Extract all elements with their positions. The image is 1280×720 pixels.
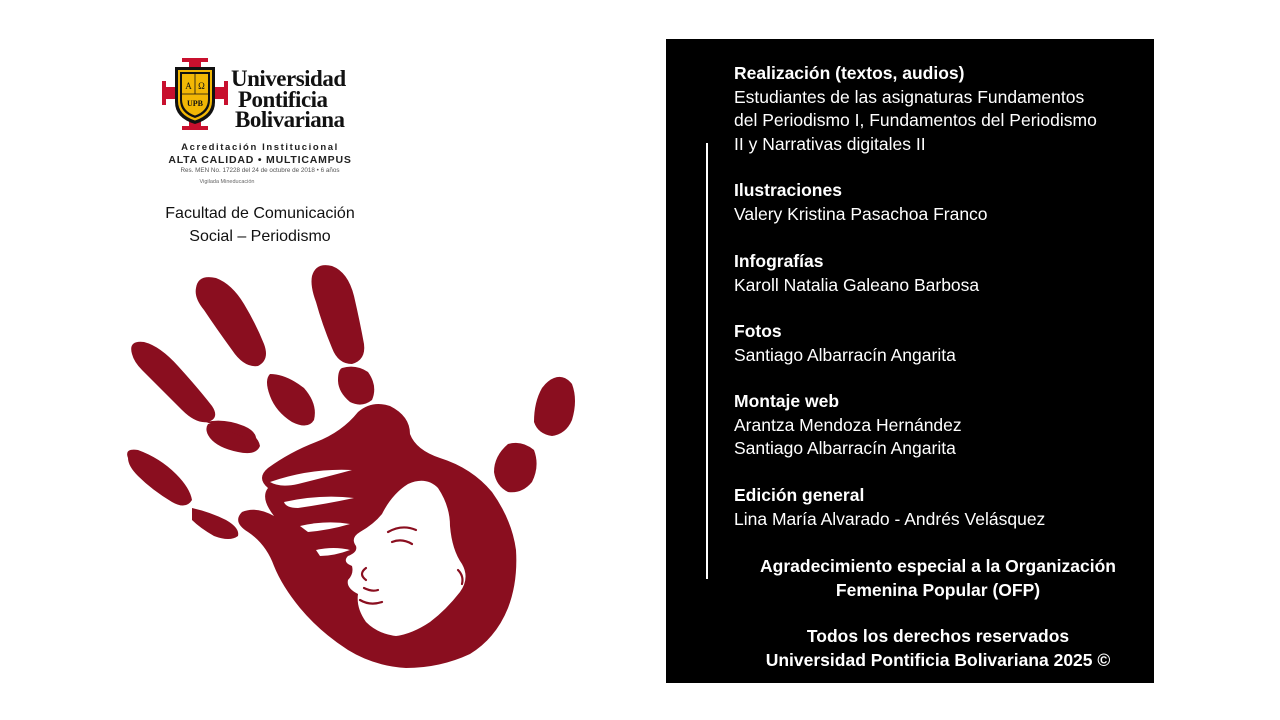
university-crest-icon xyxy=(162,58,228,130)
credit-heading: Edición general xyxy=(734,485,865,505)
credit-line: Arantza Mendoza Hernández xyxy=(734,414,962,435)
credit-montaje-web xyxy=(734,390,1146,461)
credit-infografias xyxy=(734,250,1146,297)
credit-line: Valery Kristina Pasachoa Franco xyxy=(734,203,988,224)
credit-line: II y Narrativas digitales II xyxy=(734,133,926,154)
credit-heading: Infografías xyxy=(734,251,824,271)
acknowledgement xyxy=(706,555,1170,602)
credit-line: Lina María Alvarado - Andrés Velásquez xyxy=(734,508,1046,529)
credit-heading: Ilustraciones xyxy=(734,180,842,200)
credit-heading: Realización (textos, audios) xyxy=(734,63,965,83)
credit-heading: Fotos xyxy=(734,321,782,341)
faculty-line-1: Facultad de Comunicación xyxy=(165,205,355,222)
resolution-label: Res. MEN No. 17228 del 24 de octubre de 2018 • 6 años xyxy=(180,167,340,174)
crest-alpha: A xyxy=(185,81,192,91)
credit-ilustraciones xyxy=(734,179,1146,226)
copyright-line-1: Todos los derechos reservados xyxy=(806,626,1070,646)
faculty-line-2: Social – Periodismo xyxy=(189,228,331,245)
university-name-line-2: Pontificia xyxy=(238,87,328,112)
credit-edicion-general xyxy=(734,484,1146,531)
copyright-notice xyxy=(706,625,1170,672)
university-name-line-3: Bolivariana xyxy=(235,107,345,132)
hand-print-with-woman-face-icon xyxy=(120,262,585,670)
credit-line: Santiago Albarracín Angarita xyxy=(734,438,956,458)
credit-line: Estudiantes de las asignaturas Fundamentos xyxy=(734,86,1085,107)
credit-line: Santiago Albarracín Angarita xyxy=(734,344,956,365)
credit-line: del Periodismo I, Fundamentos del Periodismo xyxy=(734,110,1097,130)
credit-realizacion xyxy=(734,62,1146,156)
quality-label: ALTA CALIDAD • MULTICAMPUS xyxy=(168,154,352,166)
university-name-line-1: Universidad xyxy=(231,66,346,91)
mineducacion-label: Vigilada Mineducación xyxy=(199,179,255,185)
credits-panel xyxy=(666,39,1154,683)
university-logo xyxy=(162,58,362,190)
copyright-line-2: Universidad Pontificia Bolivariana 2025 © xyxy=(765,649,1111,670)
acknowledgement-line-2: Femenina Popular (OFP) xyxy=(835,579,1041,600)
faculty-name xyxy=(140,202,380,248)
credit-heading: Montaje web xyxy=(734,391,840,411)
accreditation-label: Acreditación Institucional xyxy=(181,142,339,153)
credit-line: Karoll Natalia Galeano Barbosa xyxy=(734,274,980,295)
acknowledgement-line-1: Agradecimiento especial a la Organización xyxy=(760,556,1116,576)
credit-fotos xyxy=(734,320,1146,367)
crest-omega: Ω xyxy=(198,81,205,91)
crest-upb: UPB xyxy=(187,99,203,108)
vertical-divider xyxy=(706,143,708,579)
